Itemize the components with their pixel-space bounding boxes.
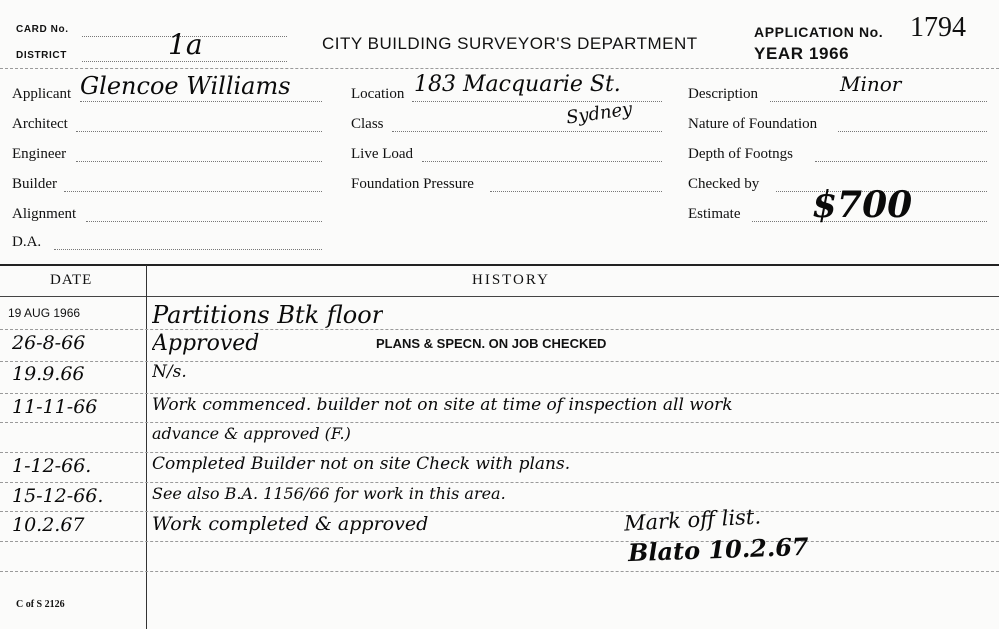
applicant-line <box>80 101 322 102</box>
location-label: Location <box>351 86 405 102</box>
history-ruled-line <box>0 422 999 423</box>
year-label: YEAR 1966 <box>754 44 850 63</box>
nature-of-foundation-label: Nature of Foundation <box>688 116 818 132</box>
history-stamp: PLANS & SPECN. ON JOB CHECKED <box>376 336 607 351</box>
description-value: Minor <box>840 72 902 96</box>
department-title: CITY BUILDING SURVEYOR'S DEPARTMENT <box>322 34 698 53</box>
history-top-border <box>0 264 999 266</box>
history-signature: Blato 10.2.67 <box>627 531 810 568</box>
architect-label: Architect <box>12 116 68 132</box>
history-date: 15-12-66. <box>12 485 104 507</box>
builder-label: Builder <box>12 176 57 192</box>
checked-by-label: Checked by <box>688 176 760 192</box>
depth-of-footings-line <box>815 161 987 162</box>
foundation-pressure-line <box>490 191 662 192</box>
history-text: Partitions Btk floor <box>152 301 384 329</box>
history-text: Work completed & approved <box>152 513 429 535</box>
history-text: Approved <box>152 331 260 356</box>
application-number: 1794 <box>910 12 966 43</box>
alignment-label: Alignment <box>12 206 77 222</box>
date-header: DATE <box>50 272 93 288</box>
district-value: 1a <box>168 28 203 61</box>
applicant-value: Glencoe Williams <box>80 72 291 100</box>
class-line <box>392 131 662 132</box>
history-text: N/s. <box>152 362 187 382</box>
location-value-line2: Sydney <box>564 98 634 129</box>
history-ruled-line <box>0 541 999 542</box>
history-date: 19.9.66 <box>12 363 85 385</box>
card-no-label: CARD No. <box>16 24 69 35</box>
history-ruled-line <box>0 393 999 394</box>
engineer-label: Engineer <box>12 146 67 162</box>
location-value: 183 Macquarie St. <box>414 72 621 97</box>
description-line <box>770 101 987 102</box>
class-label: Class <box>351 116 384 132</box>
depth-of-footings-label: Depth of Footngs <box>688 146 793 162</box>
history-ruled-line <box>0 361 999 362</box>
nature-of-foundation-line <box>838 131 987 132</box>
estimate-value: $700 <box>812 184 913 226</box>
history-date: 11-11-66 <box>12 396 98 418</box>
da-label: D.A. <box>12 234 42 250</box>
applicant-label: Applicant <box>12 86 72 102</box>
form-code: C of S 2126 <box>16 599 65 610</box>
history-note: Mark off list. <box>623 504 762 536</box>
history-column-divider <box>146 265 147 629</box>
history-header: HISTORY <box>472 272 550 288</box>
district-label: DISTRICT <box>16 50 67 61</box>
history-ruled-line <box>0 329 999 330</box>
history-date: 19 AUG 1966 <box>8 306 81 320</box>
history-ruled-line <box>0 571 999 572</box>
header-divider <box>0 68 999 69</box>
description-label: Description <box>688 86 758 102</box>
alignment-line <box>86 221 322 222</box>
live-load-line <box>422 161 662 162</box>
history-date: 1-12-66. <box>12 455 92 477</box>
history-ruled-line <box>0 452 999 453</box>
history-text: advance & approved (F.) <box>152 424 351 443</box>
application-label: APPLICATION No. <box>754 24 884 40</box>
estimate-label: Estimate <box>688 206 741 222</box>
district-line <box>82 61 287 62</box>
history-date: 10.2.67 <box>12 514 85 536</box>
history-date: 26-8-66 <box>12 332 86 354</box>
history-text: See also B.A. 1156/66 for work in this area. <box>152 484 506 503</box>
engineer-line <box>76 161 322 162</box>
architect-line <box>76 131 322 132</box>
foundation-pressure-label: Foundation Pressure <box>351 176 474 192</box>
history-ruled-line <box>0 511 999 512</box>
history-text: Work commenced. builder not on site at time of inspection all work <box>152 395 733 415</box>
history-header-rule <box>0 296 999 297</box>
builder-line <box>64 191 322 192</box>
live-load-label: Live Load <box>351 146 414 162</box>
da-line <box>54 249 322 250</box>
history-ruled-line <box>0 482 999 483</box>
history-text: Completed Builder not on site Check with plans. <box>152 454 571 474</box>
